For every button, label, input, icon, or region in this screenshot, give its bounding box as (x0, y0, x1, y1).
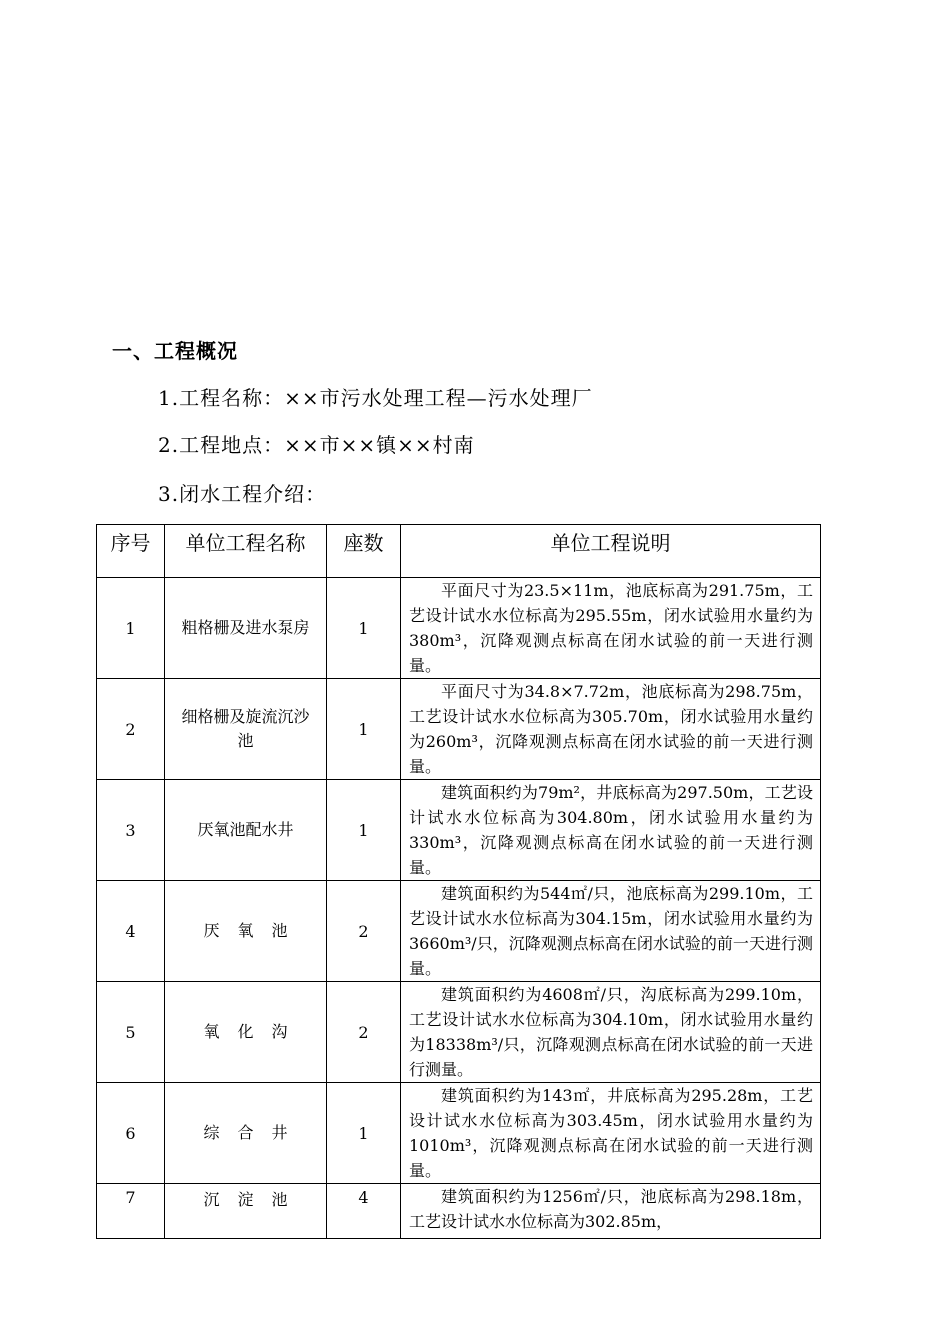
row-unit-name-text: 综合井 (203, 1123, 306, 1142)
row-count: 1 (327, 780, 401, 881)
row-description: 平面尺寸为34.8×7.72m，池底标高为298.75m，工艺设计试水水位标高为305.70m，闭水试验用水量约为260m³，沉降观测点标高在闭水试验的前一天进行测量。 (401, 679, 821, 780)
row-count: 1 (327, 1083, 401, 1184)
row-description: 建筑面积约为1256㎡/只，池底标高为298.18m，工艺设计试水水位标高为302.85m， (401, 1184, 821, 1239)
table-row (97, 780, 821, 881)
row-unit-name (165, 881, 327, 982)
table-row (97, 679, 821, 780)
closed-water-works-table (96, 524, 821, 1239)
row-no: 1 (97, 578, 165, 679)
row-no: 7 (97, 1184, 165, 1239)
row-description: 建筑面积约为4608㎡/只，沟底标高为299.10m，工艺设计试水水位标高为304.10m，闭水试验用水量约为18338m³/只，沉降观测点标高在闭水试验的前一天进行测量。 (401, 982, 821, 1083)
row-description: 建筑面积约为79m²，井底标高为297.50m，工艺设计试水水位标高为304.80m，闭水试验用水量约为330m³，沉降观测点标高在闭水试验的前一天进行测量。 (401, 780, 821, 881)
row-unit-name-text: 氧化沟 (203, 1022, 306, 1041)
row-count: 2 (327, 881, 401, 982)
row-count: 1 (327, 578, 401, 679)
table-row (97, 982, 821, 1083)
row-unit-name (165, 1083, 327, 1184)
row-no: 3 (97, 780, 165, 881)
section-heading: 一、工程概况 (112, 339, 238, 363)
table-row (97, 1083, 821, 1184)
row-count: 1 (327, 679, 401, 780)
row-unit-name-text: 厌氧池 (203, 921, 306, 940)
table-header-row (97, 525, 821, 578)
row-unit-name (165, 1184, 327, 1239)
row-no: 6 (97, 1083, 165, 1184)
header-unit-name: 单位工程名称 (165, 525, 327, 578)
row-no: 5 (97, 982, 165, 1083)
closed-water-intro-label: 3.闭水工程介绍： (158, 482, 327, 506)
row-unit-name: 细格栅及旋流沉沙池 (165, 679, 327, 780)
row-unit-name: 厌氧池配水井 (165, 780, 327, 881)
row-description: 建筑面积约为143㎡，井底标高为295.28m，工艺设计试水水位标高为303.45m，闭水试验用水量约为1010m³，沉降观测点标高在闭水试验的前一天进行测量。 (401, 1083, 821, 1184)
table-row (97, 1184, 821, 1239)
row-unit-name: 粗格栅及进水泵房 (165, 578, 327, 679)
project-location-line: 2.工程地点：××市××镇××村南 (158, 433, 475, 457)
row-count: 4 (327, 1184, 401, 1239)
row-count: 2 (327, 982, 401, 1083)
header-no: 序号 (97, 525, 165, 578)
table-row (97, 578, 821, 679)
row-description: 建筑面积约为544㎡/只，池底标高为299.10m，工艺设计试水水位标高为304.15m，闭水试验用水量约为3660m³/只，沉降观测点标高在闭水试验的前一天进行测量。 (401, 881, 821, 982)
row-description: 平面尺寸为23.5×11m，池底标高为291.75m，工艺设计试水水位标高为295.55m，闭水试验用水量约为380m³，沉降观测点标高在闭水试验的前一天进行测量。 (401, 578, 821, 679)
row-unit-name (165, 982, 327, 1083)
header-count: 座数 (327, 525, 401, 578)
row-no: 4 (97, 881, 165, 982)
table-row (97, 881, 821, 982)
row-no: 2 (97, 679, 165, 780)
row-unit-name-text: 沉淀池 (203, 1190, 306, 1209)
project-name-line: 1.工程名称：××市污水处理工程—污水处理厂 (158, 386, 593, 410)
header-description: 单位工程说明 (401, 525, 821, 578)
